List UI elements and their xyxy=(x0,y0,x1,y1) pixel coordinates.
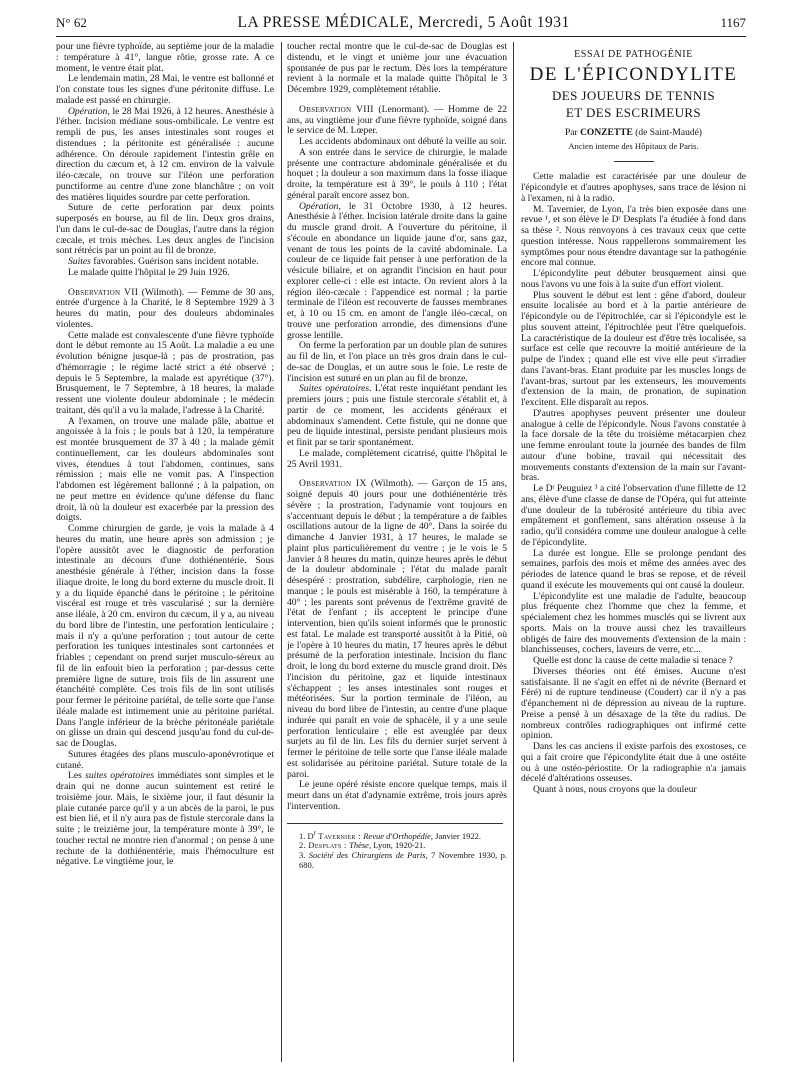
column-2 xyxy=(287,42,507,1074)
text-run: 2. Desplats : xyxy=(299,840,350,851)
paragraph xyxy=(56,107,274,204)
paragraph: Suture de cette perforation par deux points superposés en bourse, au fil de lin. Deux gros drains, l'un dans le cul-de-sac de Douglas, l'autre dans la région cæcale, et trois mèches. Les deux angles de l'incision sont rétrécis par un point au fil de bronze. xyxy=(56,202,274,257)
italic-run: Opération xyxy=(299,200,339,212)
italic-run: Thèse xyxy=(349,840,369,851)
paragraph: pour une fièvre typhoïde, au septième jour de la maladie : température à 41°, langue rôtie, grosse rate. A ce moment, le ventre était plat. xyxy=(56,42,274,74)
text-run: (de Saint-Maudé) xyxy=(632,127,702,138)
article-title: DE L'ÉPICONDYLITE xyxy=(529,63,738,85)
paragraph: Le lendemain matin, 28 Mai, le ventre est ballonné et l'on constate tous les signes d'une péritonite diffuse. Le malade est passé en chirurgie. xyxy=(56,73,274,106)
italic-run: Suites xyxy=(68,256,91,267)
text-run: favorables. Guérison sans incident notable. xyxy=(90,256,259,267)
article-subtitle: ET DES ESCRIMEURS xyxy=(565,104,702,120)
page-number: 1167 xyxy=(720,15,746,30)
paragraph: L'épicondylite est une maladie de l'adulte, beaucoup plus fréquente chez l'homme que chez la femme, et spécialement chez les hommes musclés qui se livrent aux sports. Mais on la trouve aussi chez les travailleurs obligés de faire des mouvements d'extension de la main : blanchisseuses, cochers, laveurs de verre, etc... xyxy=(521,590,746,656)
text-run: Les xyxy=(68,770,86,782)
paragraph: Quelle est donc la cause de cette maladie si tenace ? xyxy=(533,655,733,666)
paragraph: Le malade quitte l'hôpital le 29 Juin 1926. xyxy=(68,266,230,278)
paragraph xyxy=(287,202,507,342)
paragraph: Le Dʳ Peuguiez ³ a cité l'observation d'une fillette de 12 ans, élève d'une classe de danse de l'Opéra, qui fut atteinte d'une douleur de la tubérosité antérieure du tibia avec empâtement et gonflement, sans altération osseuse à la radio, qu'il considéra comme une douleur analogue à celle de l'épicondylite. xyxy=(521,483,746,548)
text-run: Par xyxy=(565,127,581,138)
paragraph: A son entrée dans le service de chirurgie, le malade présente une contracture abdominale généralisée et du hoquet ; la douleur a son maximum dans la fosse iliaque droite, la température est à 39°, le pouls à 110 ; l'état général paraît encore assez bon. xyxy=(287,146,507,201)
footnote-rule xyxy=(287,823,503,824)
paragraph: Le malade, complètement cicatrisé, quitte l'hôpital le 25 Avril 1931. xyxy=(287,447,507,470)
column-rule-1 xyxy=(281,42,282,1062)
issue-number: N° 62 xyxy=(56,15,87,30)
observation-label: Observation IX xyxy=(299,478,367,490)
paragraph: M. Tavernier, de Lyon, l'a très bien exposée dans une revue ¹, et son élève le Dʳ Desplats l'a étudiée à fond dans sa thèse ². Nous renvoyons à ces travaux ceux que cette question intéresse. Nous rappellerons sommairement les symptômes pour nous étendre davantage sur la pathogénie encore mal connue. xyxy=(521,203,746,269)
text-run: , 7 Novembre 1930, p. 680. xyxy=(299,850,507,871)
paragraph: Plus souvent le début est lent : gêne d'abord, douleur ensuite localisée au bord et à la partie antérieure de l'épicondyle ou de l'épitrochlée, car si l'épicondyle est le plus souvent atteint, l'épitrochlée peut l'être quelquefois. La caractéristique de la douleur est d'être très localisée, sa surface est celle que recouvre la moitié antérieure de la pulpe de l'index ; quand elle est vive elle peut s'irradier dans l'avant-bras. Etant produite par les muscles longs de l'avant-bras, surtout par les extenseurs, les mouvements d'extension de la main, de pronation, de supination l'excitent. Elle disparaît au repos. xyxy=(521,289,746,408)
paragraph: Quant à nous, nous croyons que la douleur xyxy=(533,784,697,795)
article-heading xyxy=(521,50,746,162)
heading-rule xyxy=(614,161,654,162)
paragraph: Le jeune opéré résiste encore quelque temps, mais il meurt dans un état d'adynamie extrême, trois jours après l'intervention. xyxy=(287,779,507,812)
paragraph: Sutures étagées des plans musculo-aponévrotique et cutané. xyxy=(56,748,274,771)
text-run: , le 31 Octobre 1930, à 12 heures. Anesthésie à l'éther. Incision latérale droite dans la gaine du muscle grand droit. A l'ouverture du péritoine, il s'écoule en abondance un liquide jaune d'or, sans gaz, venant de tous les points de la cavité abdominale. La couleur de ce liquide fait penser à une perforation de la vésicule biliaire, et on agrandit l'incision en haut pour explorer celle-ci : elle est intacte. On revient alors à la région iléo-cæcale : l'appendice est normal ; la partie terminale de l'iléon est recouverte de fausses membranes et, à 10 ou 15 cm. en amont de l'angle iléo-cæcal, on trouve une perforation arrondie, des dimensions d'une grosse lentille. xyxy=(287,200,507,341)
running-header xyxy=(56,14,746,36)
paragraph: A l'examen, on trouve une malade pâle, abattue et angoissée à la fois ; le pouls bat à 120, la température est montée brusquement de 37 à 40 ; la malade gémit continuellement, car les douleurs abdominales sont vives, étendues à tout l'abdomen, continues, sans rémission ; mais elle ne vomit pas. A l'inspection l'abdomen est légèrement ballonné ; à la palpation, on ne peut mettre en évidence qu'une défense du flanc droit, là où la douleur est exacerbée par la pression des doigts. xyxy=(56,415,274,524)
paragraph: D'autres apophyses peuvent présenter une douleur analogue à celle de l'épicondyle. Nous l'avons constatée à la face dorsale de la tête du troisième métacarpien chez une femme enroulant toute la journée des bandes de film autour d'une bobine, travail qui nécessitait des mouvements constants d'extension de la main sur l'avant-bras. xyxy=(521,407,746,484)
text-run: 3. xyxy=(299,850,309,861)
paragraph xyxy=(287,384,507,449)
italic-run: Société des Chirurgiens de Paris xyxy=(308,850,426,861)
paragraph: Comme chirurgien de garde, je vois la malade à 4 heures du matin, une heure après son admission ; je l'opère aussitôt avec le diagnostic de perforation intestinale au décours d'une dothiénentérie. Sous anesthésie générale à l'éther, incision dans la fosse iliaque droite, le long du bord externe du muscle droit. Il y a du liquide épanché dans le péritoine ; le péritoine viscéral est rouge et très vascularisé ; sur la dernière anse iléale, à 20 cm. environ du cæcum, il y a, au niveau du bord libre de l'intestin, une perforation lenticulaire ; mais il n'y a qu'une perforation ; tout autour de cette perforation les tuniques intestinales sont cartonnées et friables ; cependant on prend surjet musculo-séreux au fil de lin enfouit bien la perforation ; par-dessus cette première ligne de suture, trois fils de lin assurent une étanchéité complète. Ces trois fils de lin sont utilisés pour fermer le péritoine pariétal, de telle sorte que l'anse iléale malade est intimement unie au péritoine pariétal. Dans l'angle inférieur de la brèche péritonéale pariétale on glisse un drain qui descend jusqu'au fond du cul-de-sac de Douglas. xyxy=(56,523,274,749)
paragraph: On ferme la perforation par un double plan de sutures au fil de lin, et l'on place un très gros drain dans le cul-de-sac de Douglas, et un autre sous le foie. Le reste de l'incision est suturé en un plan au fil de bronze. xyxy=(287,340,507,384)
paragraph: La durée est longue. Elle se prolonge pendant des semaines, parfois des mois et même des années avec des périodes de latence quand le bras se repose, et de réveil quand il exécute les mouvements qui ont causé la douleur. xyxy=(521,547,746,591)
paragraph: toucher rectal montre que le cul-de-sac de Douglas est distendu, et le vingt et unième jour une évacuation spontanée de pus par le rectum. Dès lors la température revient à la normale et la malade quitte l'hôpital le 3 Décembre 1929, complètement rétablie. xyxy=(287,42,507,95)
observation-heading xyxy=(56,288,274,331)
paragraph: Dans les cas anciens il existe parfois des exostoses, ce qui a fait croire que l'épicondylite était due à une ostéite ou à une ostéo-périostite. Or la radiographie n'a jamais décelé d'altérations osseuses. xyxy=(521,741,746,785)
text-run: immédiates sont simples et le drain qui ne donne aucun suintement est retiré le troisième jour. Mais, le sixième jour, il faut désunir la plaie cutanée parce qu'il y a un abcès de la paroi, le pus est bien lié, et il n'y aura pas de fistule stercorale dans la suite ; le treizième jour, la température monte à 39°, le toucher rectal ne montre rien d'anormal ; on pense à une rechute de la dothiénentérie, mais l'hémoculture est négative. Le vingtième jour, le xyxy=(56,770,274,868)
paragraph: Cette maladie est caractérisée par une douleur de l'épicondyle et d'autres apophyses, sans trace de lésion ni à l'examen, ni à la radio. xyxy=(521,171,746,204)
header-rule xyxy=(56,36,746,37)
italic-run: Opération xyxy=(68,105,108,117)
italic-run: Suites opératoires xyxy=(299,383,370,395)
footnote xyxy=(287,850,507,870)
text-run: 1. D xyxy=(299,830,314,841)
author-affiliation: Ancien interne des Hôpitaux de Paris. xyxy=(568,140,699,151)
text-run: , le 28 Mai 1926, à 12 heures. Anesthésie à l'éther. Incision médiane sous-ombilicale. Le ventre est rempli de pus, les anses intestinales sont rouges et distendues ; la péritonite est généralisée : aucune adhérence. On déroule rapidement l'intestin grêle en direction du cæcum et, à 12 cm. environ de la valvule iléo-cæcale, on trouve sur l'iléon une perforation punctiforme au centre d'une zone blanchâtre ; on voit des matières liquides sourdre par cette perforation. xyxy=(56,105,274,203)
column-3 xyxy=(521,42,746,1074)
paragraph: L'épicondylite peut débuter brusquement ainsi que nous l'avons vu une fois à la suite d'un effort violent. xyxy=(521,268,746,290)
text-run: . L'état reste inquiétant pendant les premiers jours ; puis une fistule stercorale s'établit et, à partir de ce moment, les accidents généraux et abdominaux s'amendent. Cette fistule, qui ne donne que peu de liquide intestinal, persiste pendant plusieurs mois et finit par se tarir spontanément. xyxy=(287,383,507,448)
text-run: , Janvier 1922. xyxy=(430,830,481,841)
byline xyxy=(521,128,746,139)
italic-run: Revue d'Orthopédie xyxy=(363,830,431,841)
text-run: , Lyon, 1920-21. xyxy=(368,840,426,851)
observation-label: Observation VIII xyxy=(299,103,374,115)
paragraph: Cette malade est convalescente d'une fièvre typhoïde dont le début remonte au 15 Août. La maladie a eu une évolution bénigne jusque-là ; pas de prostration, pas d'hémorragie ; le régime lacté strict a été observé ; depuis le 5 Septembre, la malade est apyrétique (37°). Brusquement, le 7 Septembre, à 18 heures, la malade ressent une violente douleur abdominale ; le médecin traitant, dès qu'il a vu la malade, l'adresse à la Charité. xyxy=(56,329,274,416)
column-1 xyxy=(56,42,274,1074)
column-rule-2 xyxy=(513,42,514,1062)
observation-heading xyxy=(287,479,507,780)
superscript: r xyxy=(313,828,316,837)
italic-run: suites opératoires xyxy=(85,770,155,782)
observation-heading xyxy=(287,105,507,137)
author-name: CONZETTE xyxy=(580,127,633,138)
text-run: (Wilmoth). — Garçon de 15 ans, soigné depuis 40 jours pour une dothiénentérie très sévère ; la prostration, l'adynamie vont toujours en s'accentuant depuis le début ; la température a de faibles oscillations autour de la ligne de 40°. Dans la soirée du dimanche 4 Janvier 1931, à 17 heures, le malade se plaint plus particulièrement du ventre ; je le vois le 5 Janvier à 8 heures du matin, quinze heures après le début de la douleur abdominale ; l'état du malade paraît désespéré : prostration, subdélire, carphologie, rien ne manque ; le pouls est misérable à 160, la température à 40° ; les parents sont prévenus de l'extrême gravité de l'état de l'enfant ; ils acceptent le principe d'une intervention, bien qu'ils soient informés que le pronostic est fatal. Le malade est transporté aussitôt à la Pitié, où je l'opère à 10 heures du matin, 17 heures après le début présumé de la perforation intestinale. Incision du flanc droit, le long du bord externe du muscle grand droit. Dès l'incision du péritoine, gaz et liquide intestinaux s'échappent ; les anses intestinales sont rouges et météorisées. Sur la portion terminale de l'iléon, au niveau du bord libre de l'intestin, au centre d'une plaque indurée qui paraît en voie de sphacèle, il y a une seule perforation lenticulaire ; elle est aveuglée par deux surjets au fil de lin. Les fils du dernier surjet servent à fermer le péritoine de telle sorte que l'anse iléale malade est solidarisée au péritoine pariétal. Suture totale de la paroi. xyxy=(287,478,507,780)
text-run: (Lenormant). — Homme de 22 ans, au vingtième jour d'une fièvre typhoïde, soigné dans le service de M. Lœper. xyxy=(287,103,507,137)
footnote xyxy=(287,828,507,841)
paragraph: Diverses théories ont été émises. Aucune n'est satisfaisante. Il ne s'agit en effet ni de névrite (Bernard et Féré) ni de rupture tendineuse (Coudert) car il n'y a pas d'épanchement ni de dépression au niveau de la rupture. Preise a pensé à un désaxage de la tête du radius. De nombreux contrôles radiographiques ont infirmé cette opinion. xyxy=(521,665,746,742)
observation-label: Observation VII xyxy=(68,286,139,298)
journal-title: LA PRESSE MÉDICALE, Mercredi, 5 Août 1931 xyxy=(237,14,570,31)
text-run: Tavernier : xyxy=(316,830,364,841)
article-subtitle: DES JOUEURS DE TENNIS xyxy=(551,87,716,103)
paragraph: Les accidents abdominaux ont débuté la veille au soir. xyxy=(299,136,507,147)
footnote xyxy=(287,840,507,850)
article-kicker: ESSAI DE PATHOGÉNIE xyxy=(574,49,693,60)
text-run: (Wilmoth). — Femme de 30 ans, entrée d'urgence à la Charité, le 8 Septembre 1929 à 3 heures du matin, pour des douleurs abdominales violentes. xyxy=(56,286,274,330)
paragraph xyxy=(56,771,274,868)
